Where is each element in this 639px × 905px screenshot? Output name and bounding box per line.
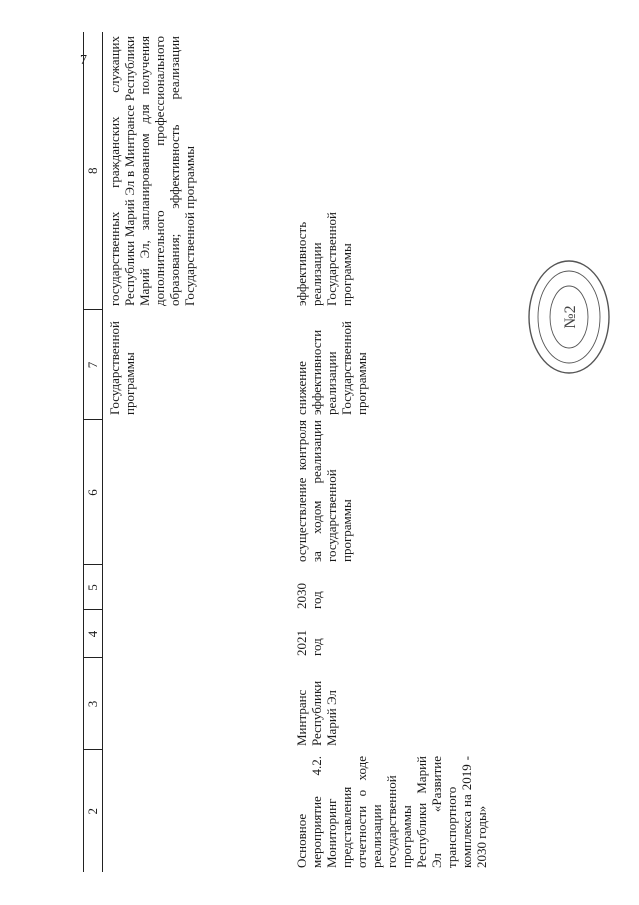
consequences: снижение эффективности реализации Государственной программы [294,320,369,415]
column-rule [83,419,102,420]
column-header: 7 [84,310,103,420]
executor: Минтранс Республики Марий Эл [294,680,339,746]
column-header: 5 [84,565,103,610]
column-rule [83,309,102,310]
end-year: 2030 год [294,583,324,609]
activity-name: Основное мероприятие 4.2. Мониторинг представления отчетности о ходе реализации государственной программы Республики Марий Эл «Развитие транспортного комплекса на 2019 - 2030 годы» [294,756,489,868]
column-rules [103,32,104,872]
column-rule [83,564,102,565]
expected-result: осуществление контроля за ходом реализации государственной программы [294,420,354,562]
start-year: 2021 год [294,630,324,656]
activities-table [83,32,103,872]
page-number: 7 [80,53,87,68]
official-stamp [525,257,613,377]
column-rule [83,749,102,750]
column-rule [83,657,102,658]
column-rule [83,609,102,610]
landscape-sheet [83,32,579,872]
top-row-col8: государственных гражданских служащих Республики Марий Эл в Минтрансе Республики Марий Эл, запланированном для получения дополнительного профессионального образования; эффективность реализации Государственной программы [107,36,197,306]
top-row-col7: Государственной программы [107,320,137,415]
column-header: 6 [84,420,103,565]
indicator-link: эффективность реализации Государственной программы [294,211,354,306]
stamp-number: №2 [562,305,579,329]
column-numbers-row [84,32,103,872]
column-header: 2 [84,750,103,872]
column-header: 4 [84,610,103,658]
column-header: 8 [84,32,103,310]
column-header: 3 [84,658,103,750]
